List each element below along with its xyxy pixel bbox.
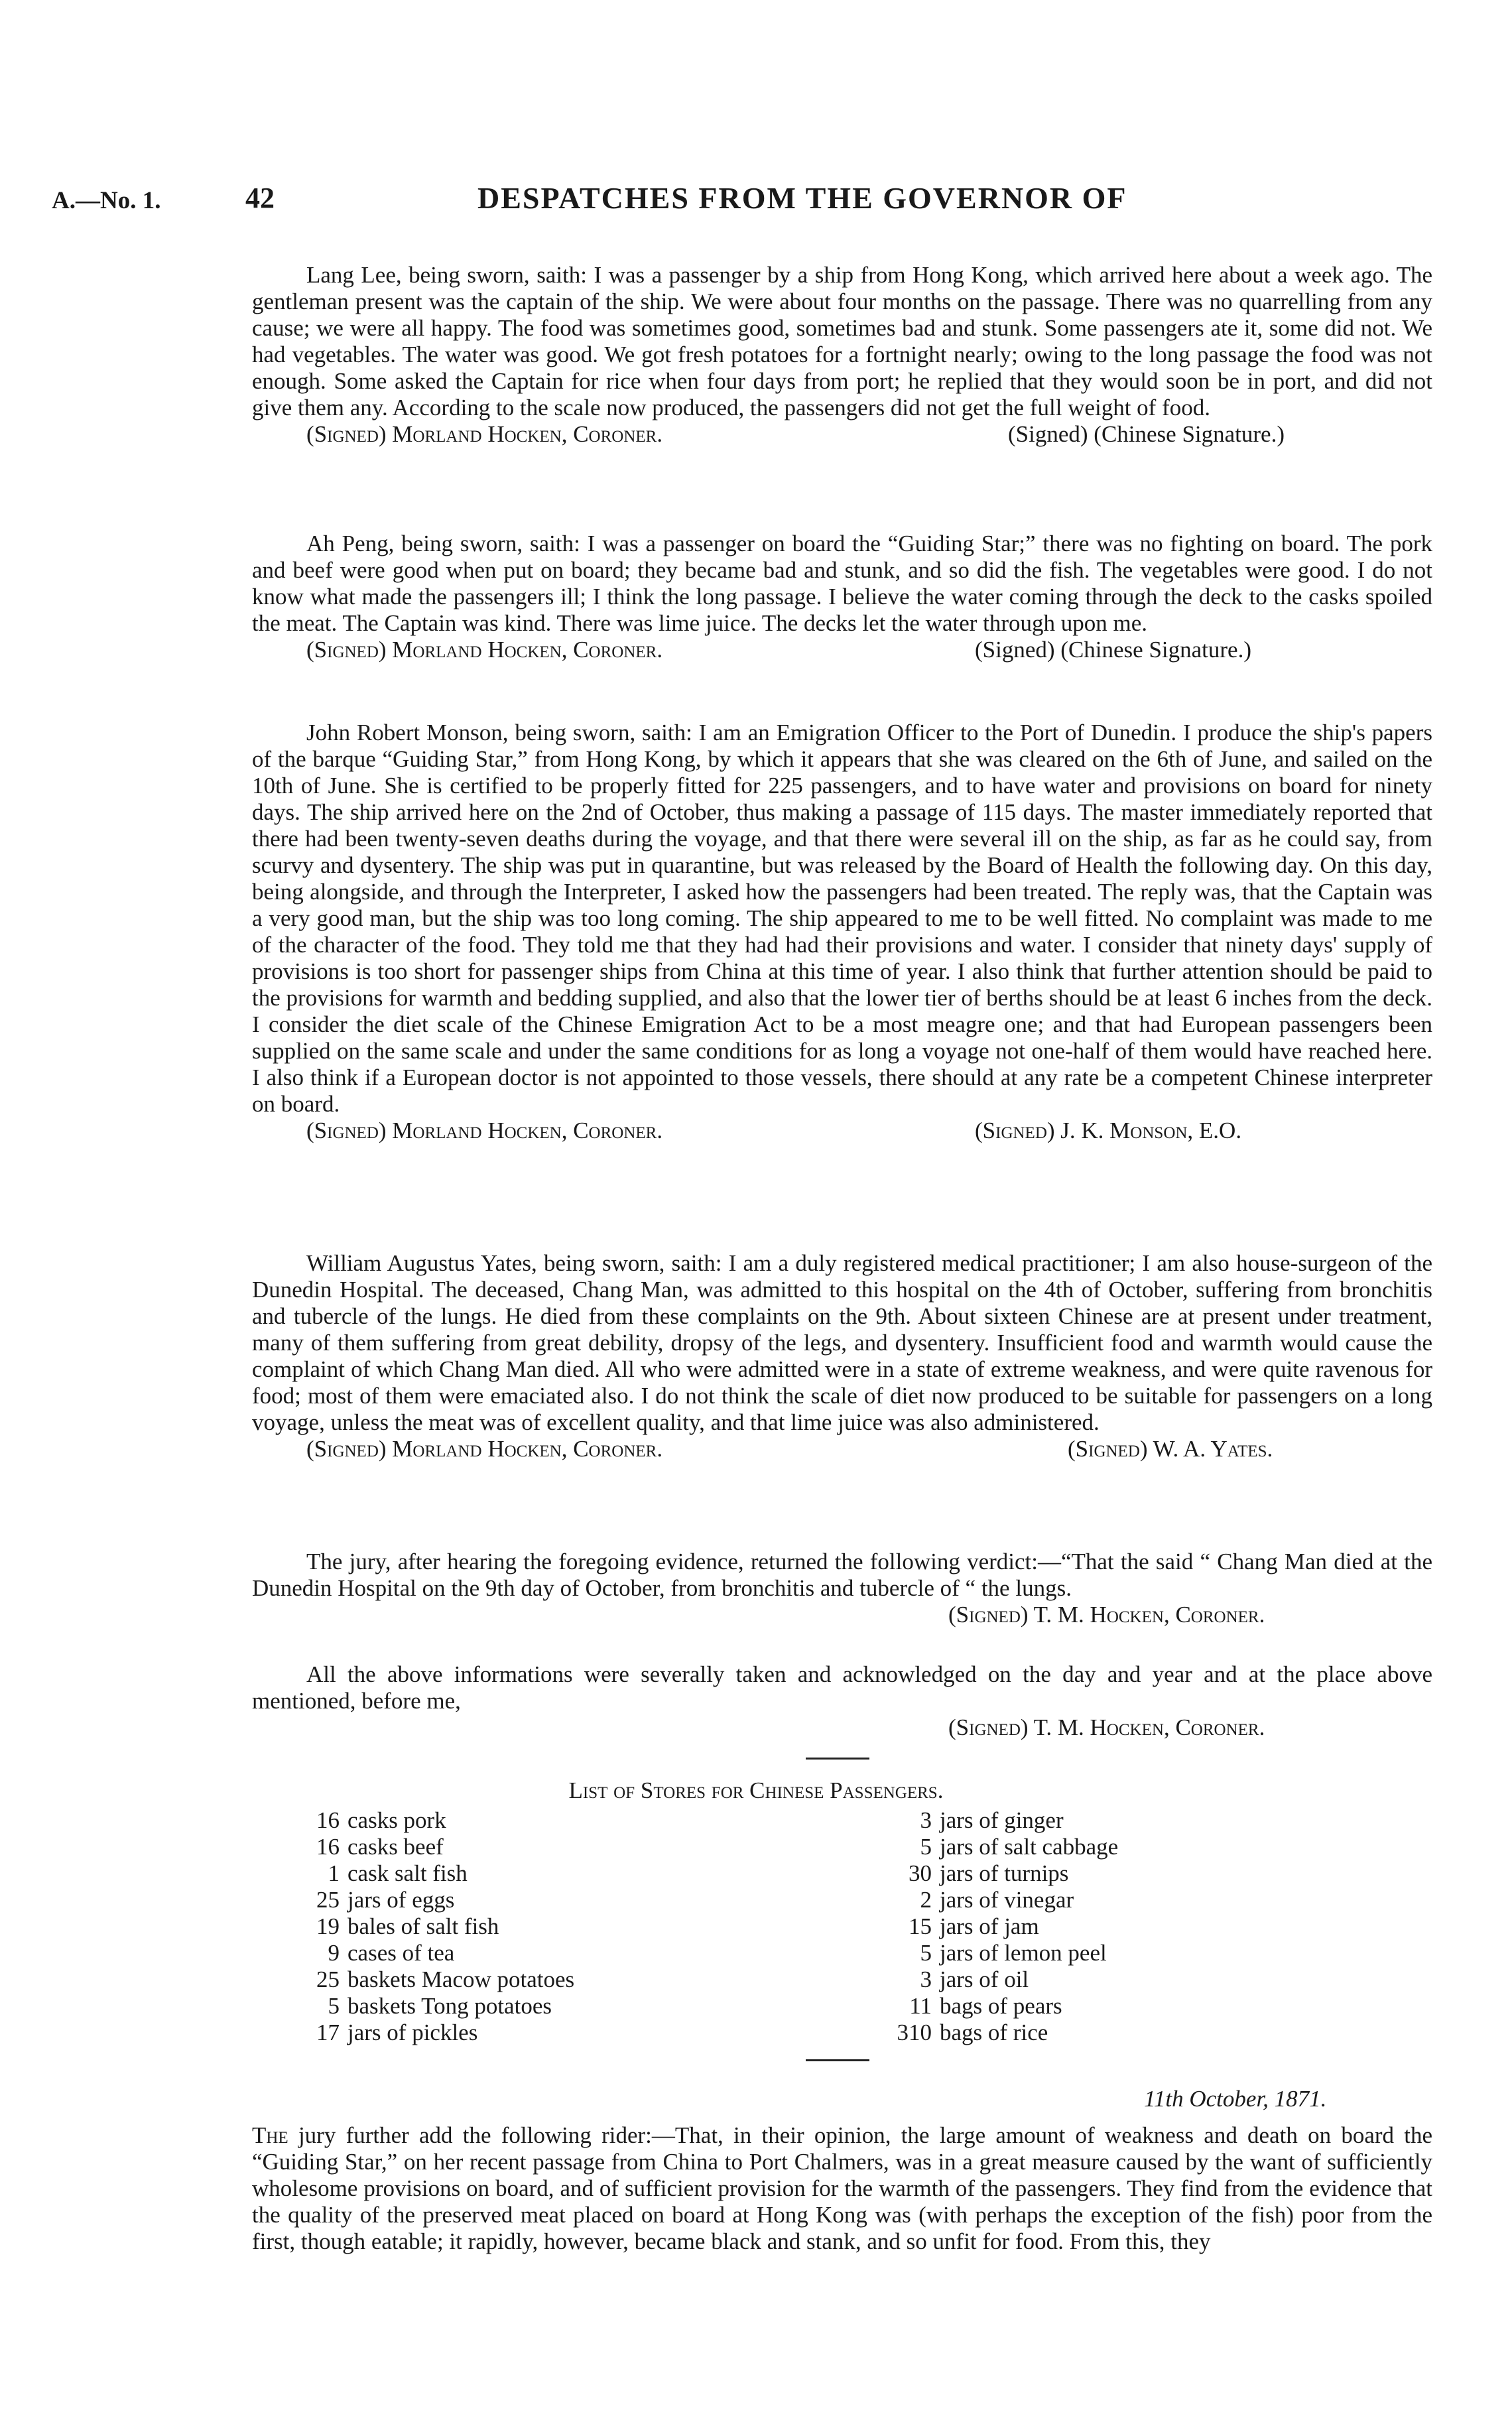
stores-list-title: List of Stores for Chinese Passengers. (568, 1777, 944, 1803)
coroner-signature: (Signed) Morland Hocken, Coroner. (306, 637, 663, 663)
list-item: 25 baskets Macow potatoes (316, 1966, 575, 1992)
rider-text: jury further add the following rider:—That, in their opinion, the large amount of weakness and death on board the “Guiding Star,” on her recent passage from China to Port Chalmers, was in a great measure caused by the want of sufficiently wholesome provisions on board, and of sufficient provision for the warmth of the passengers. They find from the evidence that the quality of the preserved meat placed on board at Hong Kong was (with perhaps the exception of the fish) poor from the first, though eatable; it rapidly, however, became black and stank, and so unfit for food. From this, they (252, 2122, 1432, 2254)
testimony-text: William Augustus Yates, being sworn, saith: I am a duly registered medical practitioner; I am also house-surgeon of the Dunedin Hospital. The deceased, Chang Man, was admitted to this hospital on the 4th of October, suffering from bronchitis and tubercle of the lungs. He died from these complaints on the 9th. About sixteen Chinese are at present under treatment, many of them suffering from great debility, dropsy of the legs, and dysentery. Insufficient food and warmth would cause the complaint of which Chang Man died. All who were admitted were in a state of extreme weakness, and were quite ravenous for food; most of them were emaciated also. I do not think the scale of diet now produced to be suitable for passengers on a long voyage, unless the meat was of excellent quality, and that lime juice was also administered. (252, 1250, 1432, 1435)
list-item: 15 jars of jam (909, 1913, 1039, 1939)
testimony-lang-lee (252, 262, 1432, 448)
jury-verdict (252, 1549, 1432, 1628)
section-divider (806, 1758, 869, 1760)
signature-line (252, 637, 1432, 663)
informations-acknowledgement (252, 1661, 1432, 1741)
testimony-ah-peng (252, 531, 1432, 663)
rider-lead-word: The (252, 2122, 288, 2148)
list-item: 2 jars of vinegar (920, 1887, 1074, 1913)
list-item: 9 cases of tea (328, 1940, 455, 1966)
list-item: 5 baskets Tong potatoes (328, 1993, 552, 2019)
testimony-john-robert-monson (252, 720, 1432, 1144)
jury-rider (252, 2122, 1432, 2255)
testimony-text: John Robert Monson, being sworn, saith: I am an Emigration Officer to the Port of Dunedin. I produce the ship's papers of the barque “Guiding Star,” from Hong Kong, by which it appears that she was cleared on the 6th of June, and sailed on the 10th of June. She is certified to be properly fitted for 225 passengers, and to have water and provisions on board for ninety days. The ship arrived here on the 2nd of October, thus making a passage of 115 days. The master immediately reported that there had been twenty-seven deaths during the voyage, and that there were several ill on the ship, as far as he could say, from scurvy and dysentery. The ship was put in quarantine, but was released by the Board of Health the following day. On this day, being alongside, and through the Interpreter, I asked how the passengers had been treated. The reply was, that the Captain was a very good man, but the ship was too long coming. The ship appeared to me to be well fitted. No complaint was made to me of the character of the food. They told me that they had had their provisions and water. I consider that ninety days' supply of provisions is too short for passenger ships from China at this time of year. I also think that further attention should be paid to the provisions for warmth and bedding supplied, and also that the lower tier of berths should be at least 6 inches from the deck. I consider the diet scale of the Chinese Emigration Act to be a most meagre one; and that had European passengers been supplied on the same scale and under the same conditions for as long a voyage not one-half of them would have reached here. I also think if a European doctor is not appointed to those vessels, there should at any rate be a competent Chinese interpreter on board. (252, 720, 1432, 1117)
coroner-signature: (Signed) T. M. Hocken, Coroner. (948, 1714, 1265, 1740)
signature-line (252, 1436, 1432, 1462)
list-item: 30 jars of turnips (909, 1860, 1069, 1886)
witness-signature: (Signed) J. K. Monson, E.O. (975, 1118, 1242, 1143)
testimony-text: Lang Lee, being sworn, saith: I was a passenger by a ship from Hong Kong, which arrived here about a week ago. The gentleman present was the captain of the ship. We were about four months on the passage. There was no quarrelling from any cause; we were all happy. The food was sometimes good, sometimes bad and stunk. Some passengers ate it, some did not. We had vegetables. The water was good. We got fresh potatoes for a fortnight nearly; owing to the long passage the food was not enough. Some asked the Captain for rice when four days from port; he replied that they would soon be in port, and did not give them any. According to the scale now produced, the passengers did not get the full weight of food. (252, 262, 1432, 420)
document-reference: A.—No. 1. (52, 187, 161, 214)
list-item: 16 casks pork (316, 1807, 446, 1833)
list-item: 3 jars of ginger (920, 1807, 1064, 1833)
list-item: 5 jars of salt cabbage (920, 1834, 1119, 1860)
testimony-text: Ah Peng, being sworn, saith: I was a passenger on board the “Guiding Star;” there was no fighting on board. The pork and beef were good when put on board; they became bad and stunk, and so did the fish. The vegetables were good. I do not know what made the passengers ill; I think the long passage. I believe the water coming through the deck to the casks spoiled the meat. The Captain was kind. There was lime juice. The decks let the water through upon me. (252, 531, 1432, 636)
list-item: 1 cask salt fish (328, 1860, 468, 1886)
list-item: 3 jars of oil (920, 1966, 1029, 1992)
list-item: 310 bags of rice (897, 2019, 1048, 2045)
acknowledgement-text: All the above informations were severally taken and acknowledged on the day and year and at the place above mentioned, before me, (252, 1661, 1432, 1714)
list-item: 11 bags of pears (909, 1993, 1062, 2019)
stores-list-left (298, 1807, 574, 2046)
witness-signature: (Signed) W. A. Yates. (1068, 1436, 1273, 1462)
coroner-signature: (Signed) Morland Hocken, Coroner. (306, 1118, 663, 1143)
witness-signature: (Signed) (Chinese Signature.) (975, 637, 1251, 663)
coroner-signature: (Signed) T. M. Hocken, Coroner. (948, 1602, 1265, 1628)
verdict-text: The jury, after hearing the foregoing evidence, returned the following verdict:—“That the said “ Chang Man died at the Dunedin Hospital on the 9th day of October, from bronchitis and tubercle of “ the lungs. (252, 1549, 1432, 1601)
running-title: DESPATCHES FROM THE GOVERNOR OF (477, 181, 1127, 215)
list-item: 17 jars of pickles (316, 2019, 478, 2045)
list-item: 16 casks beef (316, 1834, 444, 1860)
signature-line (252, 1118, 1432, 1144)
list-item: 5 jars of lemon peel (920, 1940, 1107, 1966)
stores-list-right (879, 1807, 1118, 2046)
rider-date: 11th October, 1871. (1144, 2086, 1327, 2112)
section-divider (806, 2059, 869, 2061)
list-item: 25 jars of eggs (316, 1887, 455, 1913)
witness-signature: (Signed) (Chinese Signature.) (1008, 421, 1285, 447)
list-item: 19 bales of salt fish (316, 1913, 499, 1939)
coroner-signature: (Signed) Morland Hocken, Coroner. (306, 1436, 663, 1462)
coroner-signature: (Signed) Morland Hocken, Coroner. (306, 421, 663, 447)
page-number: 42 (245, 182, 275, 214)
testimony-william-augustus-yates (252, 1250, 1432, 1462)
signature-line (252, 421, 1432, 448)
page-header (0, 181, 1512, 221)
